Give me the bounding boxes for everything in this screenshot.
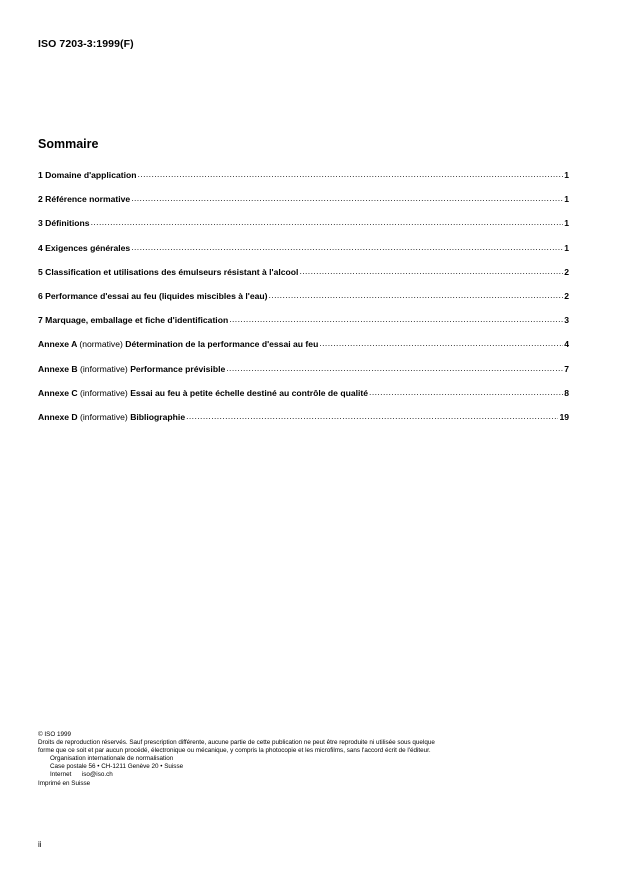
toc-entry-page: 1 xyxy=(564,194,569,205)
annex-label: Annexe B xyxy=(38,363,78,374)
toc-entry-page: 1 xyxy=(564,242,569,253)
annex-label: Annexe A xyxy=(38,339,77,350)
copyright-footer xyxy=(38,731,578,788)
leader-dots xyxy=(299,265,563,275)
leader-dots xyxy=(319,337,563,347)
toc-entry[interactable] xyxy=(38,192,569,216)
toc-entry-title: 3 Définitions xyxy=(38,218,90,229)
annex-type: (informative) xyxy=(80,363,128,374)
toc-entry[interactable] xyxy=(38,313,569,337)
toc-entry-annex-d[interactable] xyxy=(38,410,569,434)
annex-title: Performance prévisible xyxy=(130,363,226,374)
toc-entry-page: 8 xyxy=(564,387,569,398)
toc-entry-page: 2 xyxy=(564,290,569,301)
leader-dots xyxy=(186,410,558,420)
toc-title: Sommaire xyxy=(38,137,99,151)
annex-title: Essai au feu à petite échelle destiné au contrôle de qualité xyxy=(130,387,369,398)
leader-dots xyxy=(131,192,563,202)
toc-entry-title: 4 Exigences générales xyxy=(38,242,131,253)
toc-entry-page: 19 xyxy=(559,411,569,422)
toc-entry[interactable] xyxy=(38,241,569,265)
postal-address: Case postale 56 • CH-1211 Genève 20 • Suisse xyxy=(50,763,184,771)
toc-entry[interactable] xyxy=(38,265,569,289)
leader-dots xyxy=(131,241,563,251)
annex-title: Bibliographie xyxy=(130,411,186,422)
toc-entry[interactable] xyxy=(38,168,569,192)
printed-in: Imprimé en Suisse xyxy=(38,779,91,787)
page-number: ii xyxy=(38,840,42,849)
rights-text-line-1: Droits de reproduction réservés. Sauf prescription différente, aucune partie de cette publication ne peut être reproduite ni utilisée sous quelque xyxy=(38,739,435,747)
organization-name: Organisation internationale de normalisation xyxy=(50,755,174,763)
rights-text-line-2: forme que ce soit et par aucun procédé, électronique ou mécanique, y compris la photocopie et les microfilms, sans l'accord écrit de l'éditeur. xyxy=(38,747,431,755)
leader-dots xyxy=(91,216,564,226)
toc-entry-page: 7 xyxy=(564,363,569,374)
leader-dots xyxy=(226,362,563,372)
annex-type: (normative) xyxy=(79,339,123,350)
internet-contact: Internet iso@iso.ch xyxy=(50,771,113,779)
annex-label: Annexe D xyxy=(38,411,78,422)
leader-dots xyxy=(269,289,564,299)
toc-entry-title: 7 Marquage, emballage et fiche d'identification xyxy=(38,315,229,326)
toc-entry-page: 1 xyxy=(564,170,569,180)
toc-entry-page: 4 xyxy=(564,339,569,350)
toc-entry-title: 5 Classification et utilisations des émulseurs résistant à l'alcool xyxy=(38,266,299,277)
toc-entry[interactable] xyxy=(38,216,569,240)
toc-entry-page: 1 xyxy=(564,218,569,229)
annex-type: (informative) xyxy=(80,387,128,398)
toc-entry-page: 3 xyxy=(564,315,569,326)
annex-type: (informative) xyxy=(80,411,128,422)
leader-dots xyxy=(229,313,563,323)
toc-entry-annex-b[interactable] xyxy=(38,362,569,386)
leader-dots xyxy=(138,168,564,178)
toc-entry[interactable] xyxy=(38,289,569,313)
annex-title: Détermination de la performance d'essai au feu xyxy=(125,339,319,350)
toc-entry-page: 2 xyxy=(564,266,569,277)
document-id: ISO 7203-3:1999(F) xyxy=(38,38,134,50)
toc-entry-title: 1 Domaine d'application xyxy=(38,170,137,180)
toc-entry-annex-c[interactable] xyxy=(38,386,569,410)
annex-label: Annexe C xyxy=(38,387,78,398)
table-of-contents xyxy=(38,168,569,434)
toc-entry-title: 6 Performance d'essai au feu (liquides miscibles à l'eau) xyxy=(38,290,268,301)
leader-dots xyxy=(369,386,563,396)
toc-entry-annex-a[interactable] xyxy=(38,337,569,361)
toc-entry-title: 2 Référence normative xyxy=(38,194,131,205)
copyright-line: © ISO 1999 xyxy=(38,731,71,738)
